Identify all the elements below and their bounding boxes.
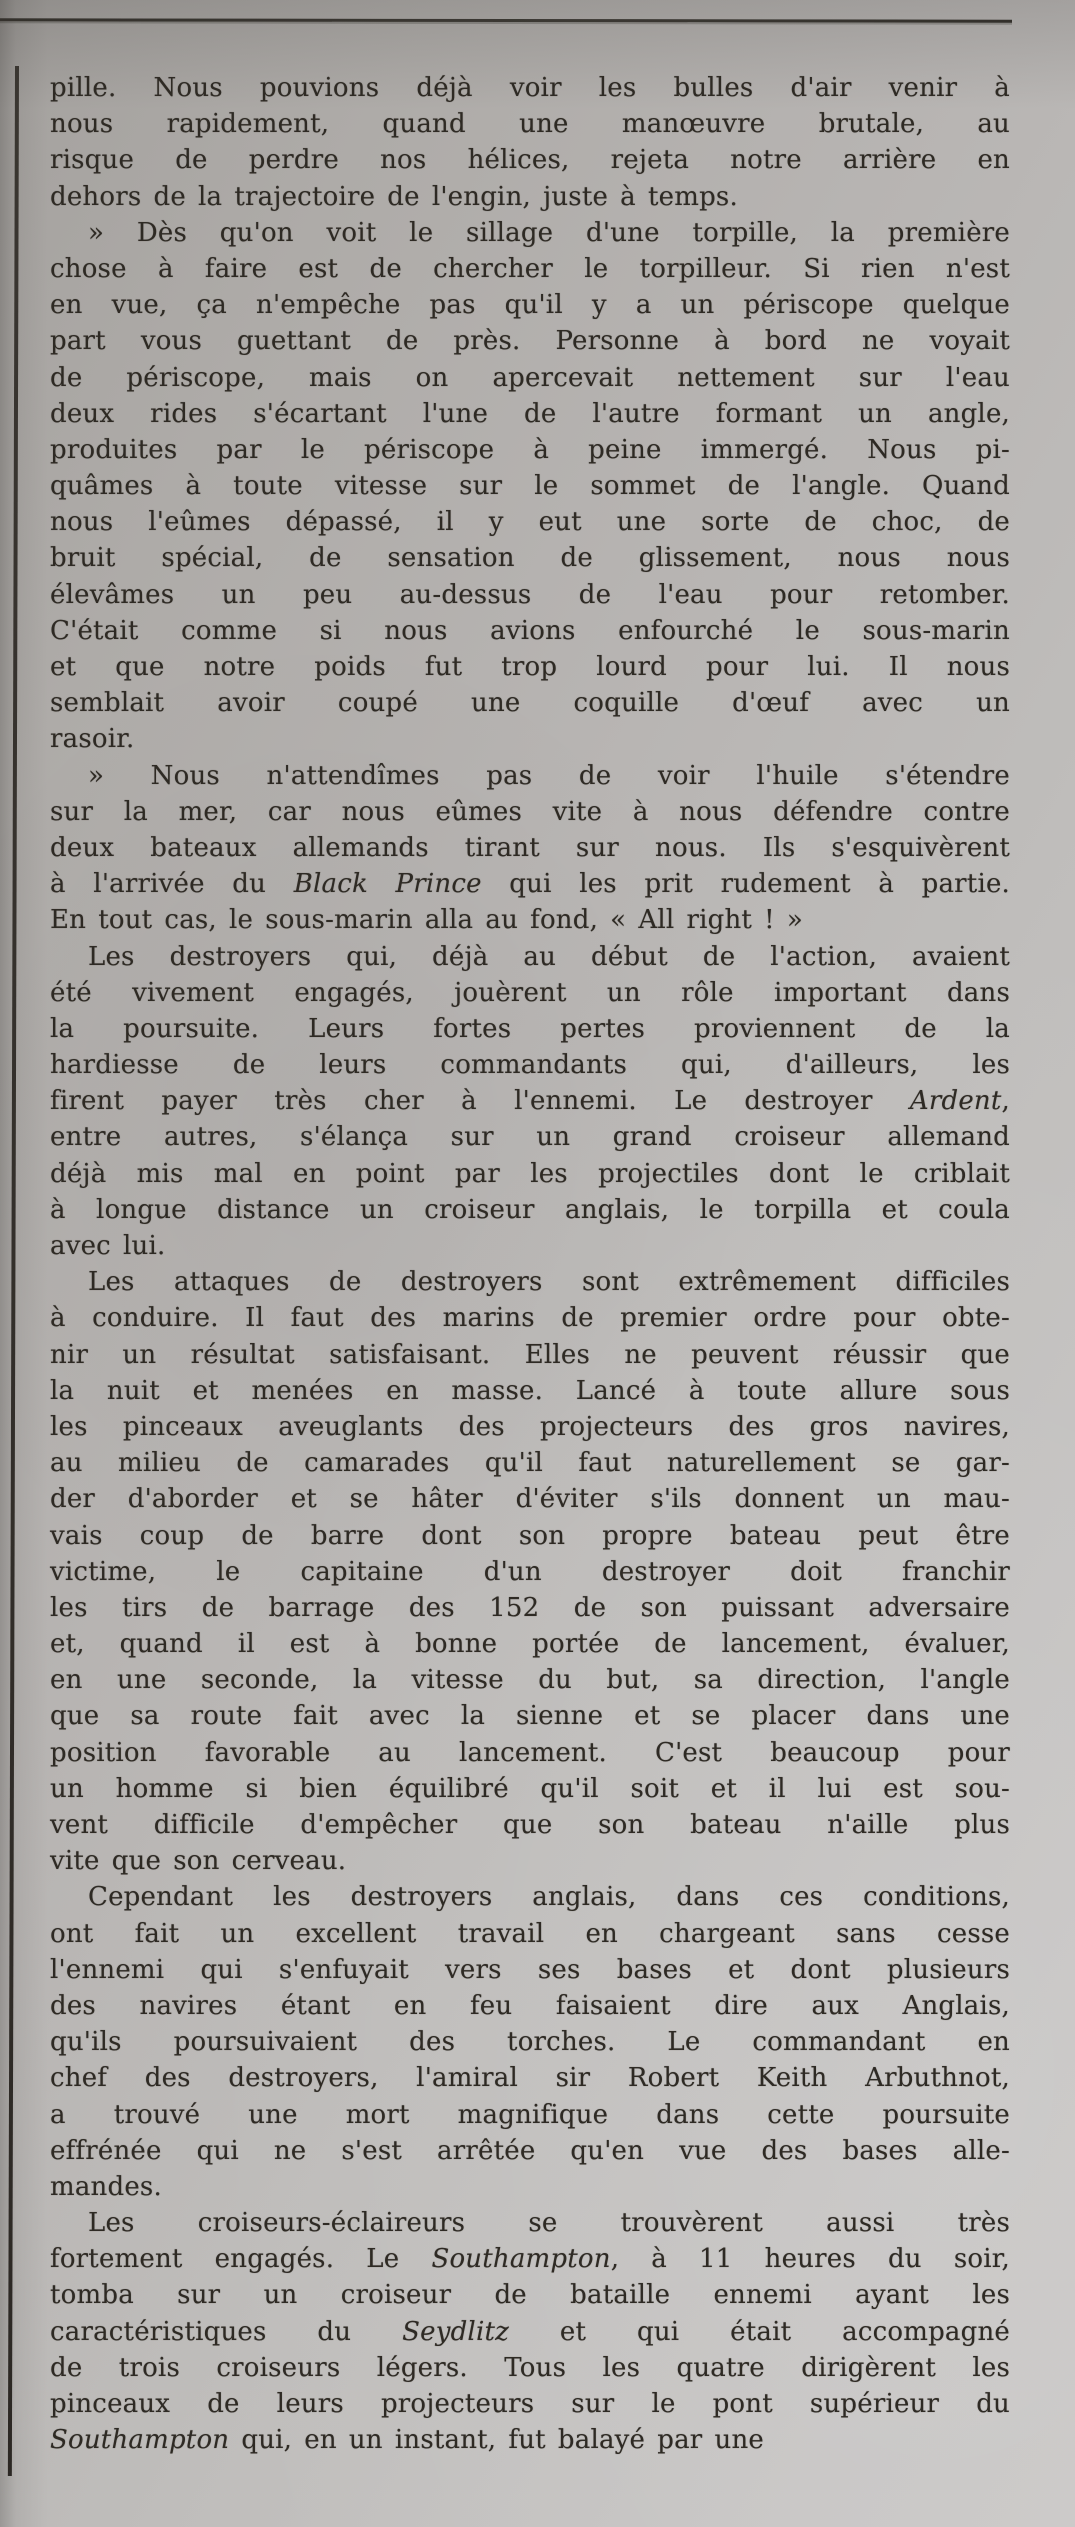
text-line: élevâmes un peu au-dessus de l'eau pour retomber.: [50, 579, 1010, 610]
text-line: vite que son cerveau.: [50, 1846, 347, 1877]
text-line: en une seconde, la vitesse du but, sa direction, l'angle: [50, 1665, 1010, 1696]
text-line: Les destroyers qui, déjà au début de l'action, avaient: [88, 941, 1010, 972]
text-line: caractéristiques du Seydlitz et qui était accompagné: [50, 2316, 1010, 2347]
text-line: déjà mis mal en point par les projectiles dont le criblait: [50, 1158, 1010, 1189]
left-margin-rule: [8, 66, 19, 2476]
text-line: ont fait un excellent travail en chargeant sans cesse: [50, 1918, 1010, 1949]
text-line: victime, le capitaine d'un destroyer doit franchir: [50, 1556, 1010, 1587]
text-line: C'était comme si nous avions enfourché le sous-marin: [50, 615, 1010, 646]
text-block: [50, 70, 1010, 2458]
text-line: nir un résultat satisfaisant. Elles ne peuvent réussir que: [50, 1339, 1010, 1370]
text-line: dehors de la trajectoire de l'engin, juste à temps.: [50, 181, 738, 212]
text-line: l'ennemi qui s'enfuyait vers ses bases et dont plusieurs: [50, 1954, 1010, 1985]
text-line: deux bateaux allemands tirant sur nous. Ils s'esquivèrent: [50, 832, 1010, 863]
text-line: bruit spécial, de sensation de glissement, nous nous: [50, 543, 1010, 574]
text-line: produites par le périscope à peine immergé. Nous pi-: [50, 434, 1010, 465]
text-line: risque de perdre nos hélices, rejeta notre arrière en: [50, 145, 1010, 176]
text-line: Cependant les destroyers anglais, dans ces conditions,: [88, 1882, 1010, 1913]
text-line: chef des destroyers, l'amiral sir Robert Keith Arbuthnot,: [50, 2063, 1010, 2094]
text-line: a trouvé une mort magnifique dans cette poursuite: [50, 2099, 1010, 2130]
text-line: firent payer très cher à l'ennemi. Le destroyer Ardent,: [50, 1086, 1010, 1117]
text-line: tomba sur un croiseur de bataille ennemi ayant les: [50, 2280, 1010, 2311]
text-line: que sa route fait avec la sienne et se placer dans une: [50, 1701, 1010, 1732]
text-line: de périscope, mais on apercevait nettement sur l'eau: [50, 362, 1010, 393]
text-line: et, quand il est à bonne portée de lancement, évaluer,: [50, 1629, 1010, 1660]
text-line: les pinceaux aveuglants des projecteurs des gros navires,: [50, 1411, 1010, 1442]
text-line: vent difficile d'empêcher que son bateau n'aille plus: [50, 1810, 1010, 1840]
text-line: » Dès qu'on voit le sillage d'une torpille, la première: [88, 217, 1010, 248]
text-line: vais coup de barre dont son propre bateau peut être: [50, 1520, 1010, 1551]
text-line: der d'aborder et se hâter d'éviter s'ils donnent un mau-: [50, 1484, 1010, 1515]
text-line: deux rides s'écartant l'une de l'autre formant un angle,: [50, 398, 1010, 429]
text-line: qu'ils poursuivaient des torches. Le commandant en: [50, 2027, 1010, 2058]
text-line: au milieu de camarades qu'il faut naturellement se gar-: [50, 1448, 1010, 1479]
text-line: part vous guettant de près. Personne à bord ne voyait: [50, 326, 1010, 357]
text-line: la poursuite. Leurs fortes pertes proviennent de la: [50, 1013, 1010, 1044]
text-line: en vue, ça n'empêche pas qu'il y a un périscope quelque: [50, 290, 1010, 321]
text-line: effrénée qui ne s'est arrêtée qu'en vue des bases alle-: [50, 2135, 1010, 2166]
text-line: à l'arrivée du Black Prince qui les prit rudement à partie.: [50, 869, 1011, 900]
text-line: nous l'eûmes dépassé, il y eut une sorte de choc, de: [50, 507, 1010, 538]
text-line: nous rapidement, quand une manœuvre brutale, au: [50, 109, 1010, 140]
text-line: entre autres, s'élança sur un grand croiseur allemand: [50, 1122, 1010, 1153]
text-line: et que notre poids fut trop lourd pour lui. Il nous: [50, 652, 1010, 682]
text-line: fortement engagés. Le Southampton, à 11 heures du soir,: [50, 2244, 1010, 2275]
top-rule: [0, 18, 1012, 22]
text-line: quâmes à toute vitesse sur le sommet de l'angle. Quand: [50, 471, 1010, 502]
text-line: les tirs de barrage des 152 de son puissant adversaire: [50, 1592, 1010, 1623]
text-line: Les croiseurs-éclaireurs se trouvèrent aussi très: [88, 2208, 1010, 2239]
text-line: avec lui.: [50, 1231, 166, 1261]
text-line: un homme si bien équilibré qu'il soit et il lui est sou-: [50, 1773, 1010, 1804]
text-line: été vivement engagés, jouèrent un rôle important dans: [50, 977, 1010, 1008]
text-line: Southampton qui, en un instant, fut balayé par une: [50, 2425, 764, 2456]
text-line: à longue distance un croiseur anglais, le torpilla et coula: [50, 1194, 1010, 1225]
text-line: mandes.: [50, 2171, 162, 2202]
text-line: chose à faire est de chercher le torpilleur. Si rien n'est: [50, 253, 1010, 284]
text-line: sur la mer, car nous eûmes vite à nous défendre contre: [50, 796, 1010, 827]
text-line: des navires étant en feu faisaient dire aux Anglais,: [50, 1990, 1010, 2021]
text-line: pinceaux de leurs projecteurs sur le pont supérieur du: [50, 2389, 1010, 2419]
text-line: » Nous n'attendîmes pas de voir l'huile s'étendre: [88, 760, 1010, 791]
text-line: la nuit et menées en masse. Lancé à toute allure sous: [50, 1375, 1010, 1406]
text-line: à conduire. Il faut des marins de premier ordre pour obte-: [50, 1303, 1010, 1334]
text-line: semblait avoir coupé une coquille d'œuf avec un: [50, 688, 1010, 719]
text-line: de trois croiseurs légers. Tous les quatre dirigèrent les: [50, 2352, 1010, 2383]
text-line: rasoir.: [50, 724, 135, 755]
text-line: En tout cas, le sous-marin alla au fond, « All right ! »: [50, 905, 804, 936]
text-line: Les attaques de destroyers sont extrêmement difficiles: [88, 1267, 1010, 1298]
text-line: position favorable au lancement. C'est beaucoup pour: [50, 1737, 1010, 1768]
text-line: pille. Nous pouvions déjà voir les bulles d'air venir à: [50, 73, 1010, 103]
text-line: hardiesse de leurs commandants qui, d'ailleurs, les: [50, 1050, 1010, 1081]
